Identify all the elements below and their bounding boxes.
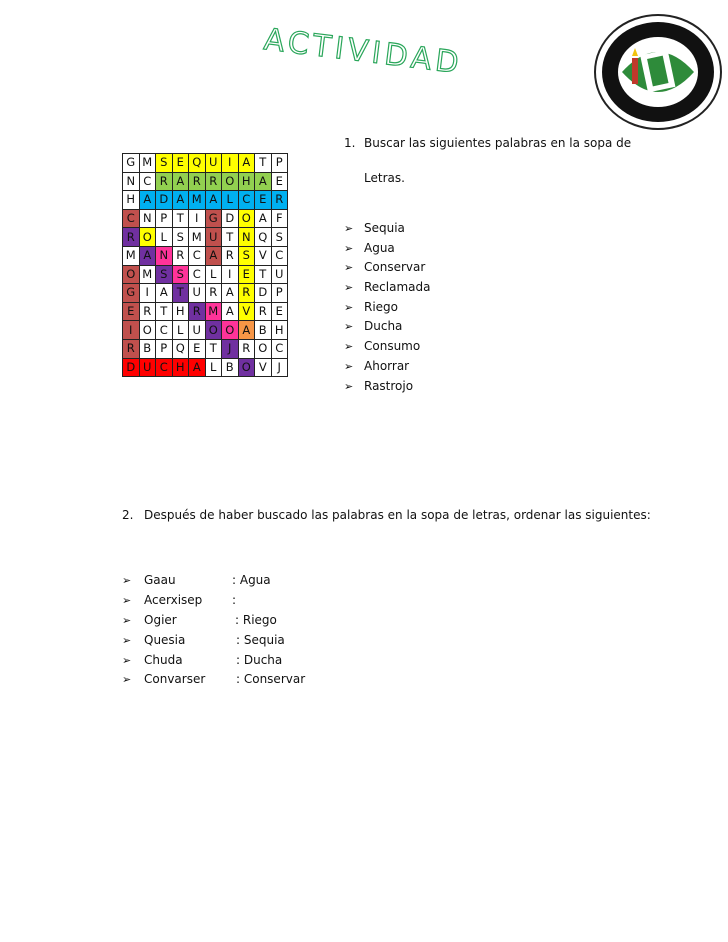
grid-cell: A [189,358,206,377]
grid-cell: D [222,209,239,228]
arrow-bullet-icon: ➢ [344,261,354,275]
grid-cell: S [172,265,189,284]
scrambled-answer: : Sequia [236,632,285,647]
grid-cell: P [271,284,288,303]
grid-cell: V [238,302,255,321]
grid-cell: E [123,302,140,321]
grid-cell: O [123,265,140,284]
arrow-bullet-icon: ➢ [122,673,132,687]
grid-cell: A [238,154,255,173]
grid-cell: V [255,358,272,377]
grid-cell: C [156,358,173,377]
grid-cell: A [238,321,255,340]
arrow-bullet-icon: ➢ [344,320,354,334]
grid-cell: E [255,191,272,210]
grid-cell: T [222,228,239,247]
grid-cell: C [139,172,156,191]
scrambled-word: Chuda [144,652,183,667]
grid-cell: A [139,191,156,210]
grid-cell: Q [189,154,206,173]
grid-row [123,302,288,321]
grid-cell: L [205,358,222,377]
question-2-text: Después de haber buscado las palabras en la sopa de letras, ordenar las siguientes: [144,508,651,522]
grid-cell: Q [255,228,272,247]
grid-cell: N [156,246,173,265]
grid-cell: R [222,246,239,265]
grid-cell: M [189,191,206,210]
grid-row [123,246,288,265]
word-text: Conservar [364,260,426,275]
grid-cell: U [271,265,288,284]
grid-cell: V [255,246,272,265]
grid-cell: O [255,339,272,358]
grid-cell: H [172,358,189,377]
grid-cell: E [238,265,255,284]
grid-cell: G [205,209,222,228]
grid-cell: J [271,358,288,377]
word-text: Rastrojo [364,378,414,393]
school-crest-logo [592,12,724,132]
grid-cell: L [156,228,173,247]
grid-cell: C [123,209,140,228]
grid-cell: H [238,172,255,191]
grid-cell: D [255,284,272,303]
question-1-number: 1. [344,136,356,150]
grid-cell: U [205,154,222,173]
word-text: Riego [364,299,399,314]
grid-cell: L [205,265,222,284]
grid-cell: O [238,209,255,228]
grid-cell: R [205,172,222,191]
scrambled-answer: : Conservar [236,672,306,687]
grid-cell: H [271,321,288,340]
grid-cell: B [222,358,239,377]
grid-cell: O [205,321,222,340]
grid-cell: N [238,228,255,247]
grid-cell: E [271,302,288,321]
question-1-text-continued: Letras. [364,171,405,185]
word-text: Ducha [364,319,403,334]
grid-cell: D [156,191,173,210]
grid-row [123,191,288,210]
grid-cell: S [156,265,173,284]
grid-cell: N [139,209,156,228]
word-list-item [344,278,430,298]
grid-cell: M [123,246,140,265]
arrow-bullet-icon: ➢ [122,613,132,627]
grid-row [123,339,288,358]
scrambled-word: Gaau [144,573,176,587]
question-1-text: Buscar las siguientes palabras en la sopa de [364,136,632,150]
word-search-grid [122,153,288,377]
grid-cell: P [156,339,173,358]
grid-cell: I [222,265,239,284]
grid-cell: O [222,321,239,340]
grid-cell: A [255,209,272,228]
grid-cell: R [139,302,156,321]
arrow-bullet-icon: ➢ [344,222,354,235]
grid-cell: O [222,172,239,191]
grid-cell: M [189,228,206,247]
grid-cell: U [139,358,156,377]
arrow-bullet-icon: ➢ [344,300,354,314]
grid-cell: M [139,154,156,173]
scrambled-word: Acerxisep [144,592,203,607]
word-list-item [344,219,430,239]
grid-cell: P [271,154,288,173]
grid-cell: A [156,284,173,303]
grid-cell: H [172,302,189,321]
grid-cell: R [205,284,222,303]
arrow-bullet-icon: ➢ [122,653,132,667]
grid-cell: A [172,191,189,210]
grid-cell: G [123,284,140,303]
word-list-item [344,298,430,318]
grid-cell: A [139,246,156,265]
grid-cell: M [205,302,222,321]
grid-cell: C [156,321,173,340]
grid-cell: S [172,228,189,247]
grid-cell: A [205,246,222,265]
grid-cell: R [189,302,206,321]
grid-cell: T [255,154,272,173]
grid-cell: O [139,321,156,340]
grid-cell: A [255,172,272,191]
grid-cell: A [222,284,239,303]
grid-cell: R [271,191,288,210]
grid-cell: L [222,191,239,210]
grid-cell: I [139,284,156,303]
word-list-item [344,377,430,397]
grid-cell: S [238,246,255,265]
grid-cell: U [189,284,206,303]
scrambled-answer: : Ducha [236,652,283,667]
grid-cell: I [189,209,206,228]
scrambled-word: Convarser [144,672,206,687]
grid-cell: Q [172,339,189,358]
grid-cell: I [222,154,239,173]
grid-cell: T [172,209,189,228]
grid-cell: E [172,154,189,173]
grid-cell: R [255,302,272,321]
word-text: Consumo [364,339,421,354]
grid-cell: T [172,284,189,303]
scrambled-word: Ogier [144,612,177,627]
grid-cell: T [205,339,222,358]
word-list-item [344,337,430,357]
grid-cell: C [189,246,206,265]
grid-cell: A [222,302,239,321]
grid-cell: T [255,265,272,284]
grid-cell: C [238,191,255,210]
grid-cell: R [238,339,255,358]
word-text: Sequia [364,221,405,235]
question-2-number: 2. [122,508,134,522]
arrow-bullet-icon: ➢ [344,359,354,373]
arrow-bullet-icon: ➢ [344,241,354,255]
grid-cell: R [156,172,173,191]
page-title: ACTIVIDAD [262,22,465,82]
arrow-bullet-icon: ➢ [122,574,132,587]
grid-cell: E [189,339,206,358]
word-text: Ahorrar [364,358,410,373]
word-text: Agua [364,240,395,255]
grid-row [123,284,288,303]
word-list-item [344,258,430,278]
grid-cell: G [123,154,140,173]
word-text: Reclamada [364,280,431,295]
grid-cell: C [271,339,288,358]
grid-cell: T [156,302,173,321]
grid-cell: S [271,228,288,247]
grid-cell: R [189,172,206,191]
grid-cell: D [123,358,140,377]
grid-row [123,358,288,377]
grid-cell: L [172,321,189,340]
grid-cell: O [238,358,255,377]
grid-row [123,228,288,247]
grid-cell: M [139,265,156,284]
grid-row [123,209,288,228]
grid-row [123,172,288,191]
grid-cell: R [238,284,255,303]
grid-cell: E [271,172,288,191]
arrow-bullet-icon: ➢ [344,281,354,295]
word-list [344,219,430,396]
grid-cell: B [255,321,272,340]
grid-row [123,265,288,284]
grid-cell: C [189,265,206,284]
word-list-item [344,357,430,377]
grid-cell: N [123,172,140,191]
grid-cell: R [172,246,189,265]
grid-cell: F [271,209,288,228]
grid-cell: B [139,339,156,358]
grid-row [123,154,288,173]
word-list-item [344,239,430,259]
grid-cell: C [271,246,288,265]
grid-cell: A [172,172,189,191]
arrow-bullet-icon: ➢ [344,379,354,393]
scrambled-word: Quesia [144,632,186,647]
grid-cell: R [123,339,140,358]
word-list-item [344,317,430,337]
scrambled-answer: : [232,592,237,607]
grid-row [123,321,288,340]
grid-cell: P [156,209,173,228]
arrow-bullet-icon: ➢ [122,593,132,607]
scrambled-answer: : Riego [235,612,277,627]
grid-cell: U [205,228,222,247]
grid-cell: R [123,228,140,247]
grid-cell: H [123,191,140,210]
grid-cell: J [222,339,239,358]
grid-cell: S [156,154,173,173]
grid-cell: O [139,228,156,247]
arrow-bullet-icon: ➢ [122,633,132,647]
grid-cell: A [205,191,222,210]
arrow-bullet-icon: ➢ [344,340,354,354]
grid-cell: I [123,321,140,340]
grid-cell: U [189,321,206,340]
scrambled-answer: : Agua [232,573,271,587]
